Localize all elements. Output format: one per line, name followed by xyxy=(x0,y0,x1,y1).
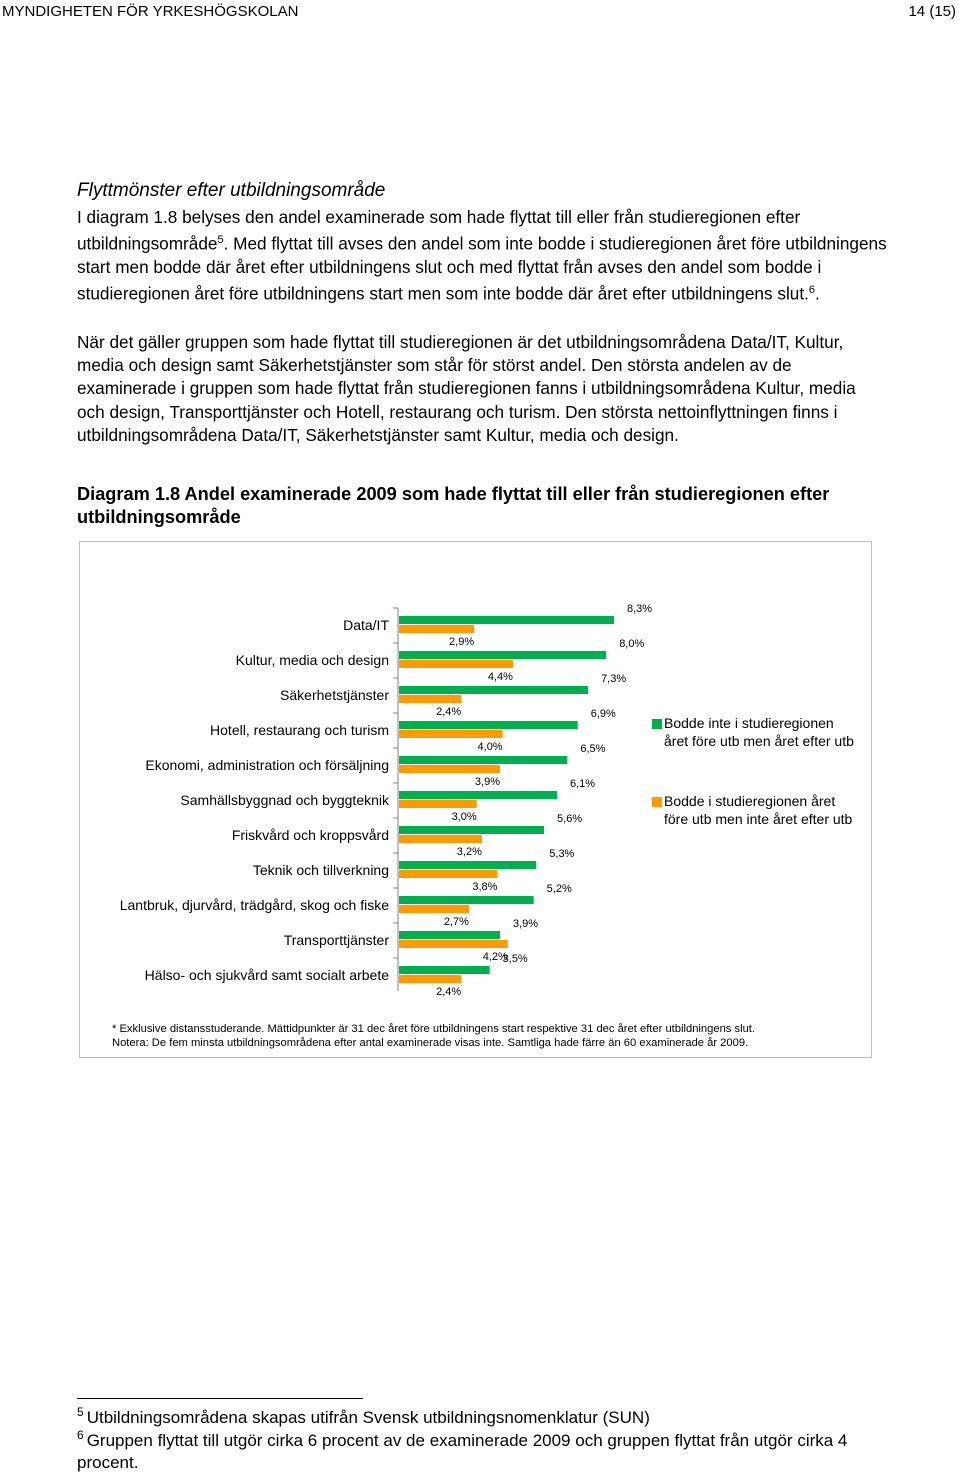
bar-moved-from xyxy=(399,765,500,773)
paragraph-1 xyxy=(77,206,887,306)
data-label-moved-to: 3,9% xyxy=(513,918,539,930)
diagram-title: Diagram 1.8 Andel examinerade 2009 som hade flyttat till eller från studieregionen efter utbildningsområde xyxy=(77,484,830,527)
legend-label-moved-from: före utb men inte året efter utb xyxy=(664,811,853,827)
category-label: Data/IT xyxy=(343,617,389,633)
legend-swatch-moved-from xyxy=(652,797,662,807)
data-label-moved-to: 6,5% xyxy=(580,743,606,755)
chart-note-smallest-areas: Notera: De fem minsta utbildningsområdena efter antal examinerade visas inte. Samtliga hade färre än 60 examinerade år 2009. xyxy=(112,1037,749,1049)
footnote-6-number: 6 xyxy=(77,1428,84,1443)
paragraph-1-part-2: . Med flyttat till avses den andel som inte bodde i studieregionen året före utbildningens start men bodde där året efter utbildningens slut och med flyttat från avses den andel som bodde i studieregionen året före utbildningens start men som inte bodde där året efter utbildningens slut. xyxy=(77,233,887,305)
bar-moved-to xyxy=(399,651,606,659)
data-label-moved-to: 6,1% xyxy=(569,778,596,790)
category-label: Transporttjänster xyxy=(283,932,389,948)
footnote-6 xyxy=(77,1430,897,1474)
bar-moved-to xyxy=(399,826,544,834)
data-label-moved-from: 3,8% xyxy=(472,881,498,893)
data-label-moved-to: 8,3% xyxy=(626,603,653,615)
bar-moved-to xyxy=(399,896,534,904)
footnote-5-text: Utbildningsområdena skapas utifrån Svensk utbildningsnomenklatur (SUN) xyxy=(86,1408,650,1427)
page-number: 14 (15) xyxy=(908,3,956,20)
legend-label-moved-to: året före utb men året efter utb xyxy=(664,733,854,749)
data-label-moved-from: 3,9% xyxy=(474,776,501,788)
data-label-moved-to: 5,6% xyxy=(557,813,583,825)
legend-swatch-moved-to xyxy=(652,719,662,729)
bar-moved-from xyxy=(399,905,469,913)
chart-note-exclusion: * Exklusive distansstuderande. Mättidpunkter är 31 dec året före utbildningens start respektive 31 dec året efter utbildningens slut. xyxy=(112,1023,756,1035)
bar-moved-from xyxy=(399,975,461,983)
header-organization: MYNDIGHETEN FÖR YRKESHÖGSKOLAN xyxy=(2,3,299,20)
data-label-moved-from: 4,0% xyxy=(477,741,503,753)
footnote-ref-6[interactable]: 6 xyxy=(808,284,815,297)
category-label: Lantbruk, djurvård, trädgård, skog och fiske xyxy=(119,897,389,913)
bar-moved-from xyxy=(399,835,482,843)
footnote-ref-5[interactable]: 5 xyxy=(217,234,224,247)
category-label: Hälso- och sjukvård samt socialt arbete xyxy=(144,967,389,983)
data-label-moved-to: 5,3% xyxy=(549,848,575,860)
bar-moved-to xyxy=(399,931,500,939)
bar-moved-to xyxy=(399,861,536,869)
data-label-moved-from: 3,0% xyxy=(451,811,477,823)
category-label: Teknik och tillverkning xyxy=(252,862,389,878)
bar-moved-from xyxy=(399,730,503,738)
data-label-moved-from: 3,2% xyxy=(456,846,482,858)
footnote-divider xyxy=(77,1398,363,1399)
category-label: Friskvård och kroppsvård xyxy=(231,827,389,843)
legend-label-moved-from: Bodde i studieregionen året xyxy=(664,793,836,809)
category-label: Samhällsbyggnad och byggteknik xyxy=(180,792,389,808)
bar-moved-to xyxy=(399,966,490,974)
footnote-5 xyxy=(77,1407,897,1429)
category-label: Kultur, media och design xyxy=(235,652,389,668)
data-label-moved-to: 6,9% xyxy=(590,708,616,720)
bar-moved-to xyxy=(399,686,588,694)
bar-moved-from xyxy=(399,625,474,633)
chart-frame xyxy=(79,541,872,1058)
paragraph-1-part-1: I diagram 1.8 belyses den andel examinerade som hade flyttat till eller från studieregionen efter utbildningsområde xyxy=(77,207,801,254)
data-label-moved-to: 5,2% xyxy=(546,883,572,895)
bar-moved-from xyxy=(399,695,461,703)
category-label: Säkerhetstjänster xyxy=(280,687,389,703)
bar-moved-from xyxy=(399,660,513,668)
data-label-moved-to: 3,5% xyxy=(502,953,528,965)
data-label-moved-from: 4,2% xyxy=(482,951,508,963)
bar-moved-from xyxy=(399,870,497,878)
bar-moved-to xyxy=(399,791,557,799)
category-label: Ekonomi, administration och försäljning xyxy=(145,757,389,773)
data-label-moved-from: 4,4% xyxy=(487,671,513,683)
bar-moved-from xyxy=(399,800,477,808)
data-label-moved-from: 2,7% xyxy=(443,916,469,928)
category-label: Hotell, restaurang och turism xyxy=(210,722,389,738)
paragraph-2: När det gäller gruppen som hade flyttat till studieregionen är det utbildningsområdena Data/IT, Kultur, media och design samt Säkerhetstjänster som står för störst andel. Den största andelen av de examinerade i gruppen som hade flyttat från studieregionen fanns i utbildningsområdena Kultur, media och design, Transporttjänster och Hotell, restaurang och turism. Den största nettoinflyttningen finns i utbildningsområdena Data/IT, Säkerhetstjänster samt Kultur, media och design. xyxy=(77,332,856,445)
section-title: Flyttmönster efter utbildningsområde xyxy=(77,180,386,201)
legend-label-moved-to: Bodde inte i studieregionen xyxy=(664,715,834,731)
bar-chart xyxy=(80,542,871,1057)
data-label-moved-from: 2,4% xyxy=(436,706,462,718)
bar-moved-to xyxy=(399,616,614,624)
footnote-5-number: 5 xyxy=(77,1405,84,1420)
bar-moved-to xyxy=(399,721,578,729)
data-label-moved-to: 8,0% xyxy=(619,638,645,650)
bar-moved-to xyxy=(399,756,567,764)
footnote-6-text: Gruppen flyttat till utgör cirka 6 procent av de examinerade 2009 och gruppen flyttat från utgör cirka 4 procent. xyxy=(77,1431,848,1472)
data-label-moved-from: 2,9% xyxy=(449,636,475,648)
paragraph-1-part-3: . xyxy=(815,284,820,305)
bar-moved-from xyxy=(399,940,508,948)
data-label-moved-to: 7,3% xyxy=(601,673,627,685)
data-label-moved-from: 2,4% xyxy=(436,986,462,998)
